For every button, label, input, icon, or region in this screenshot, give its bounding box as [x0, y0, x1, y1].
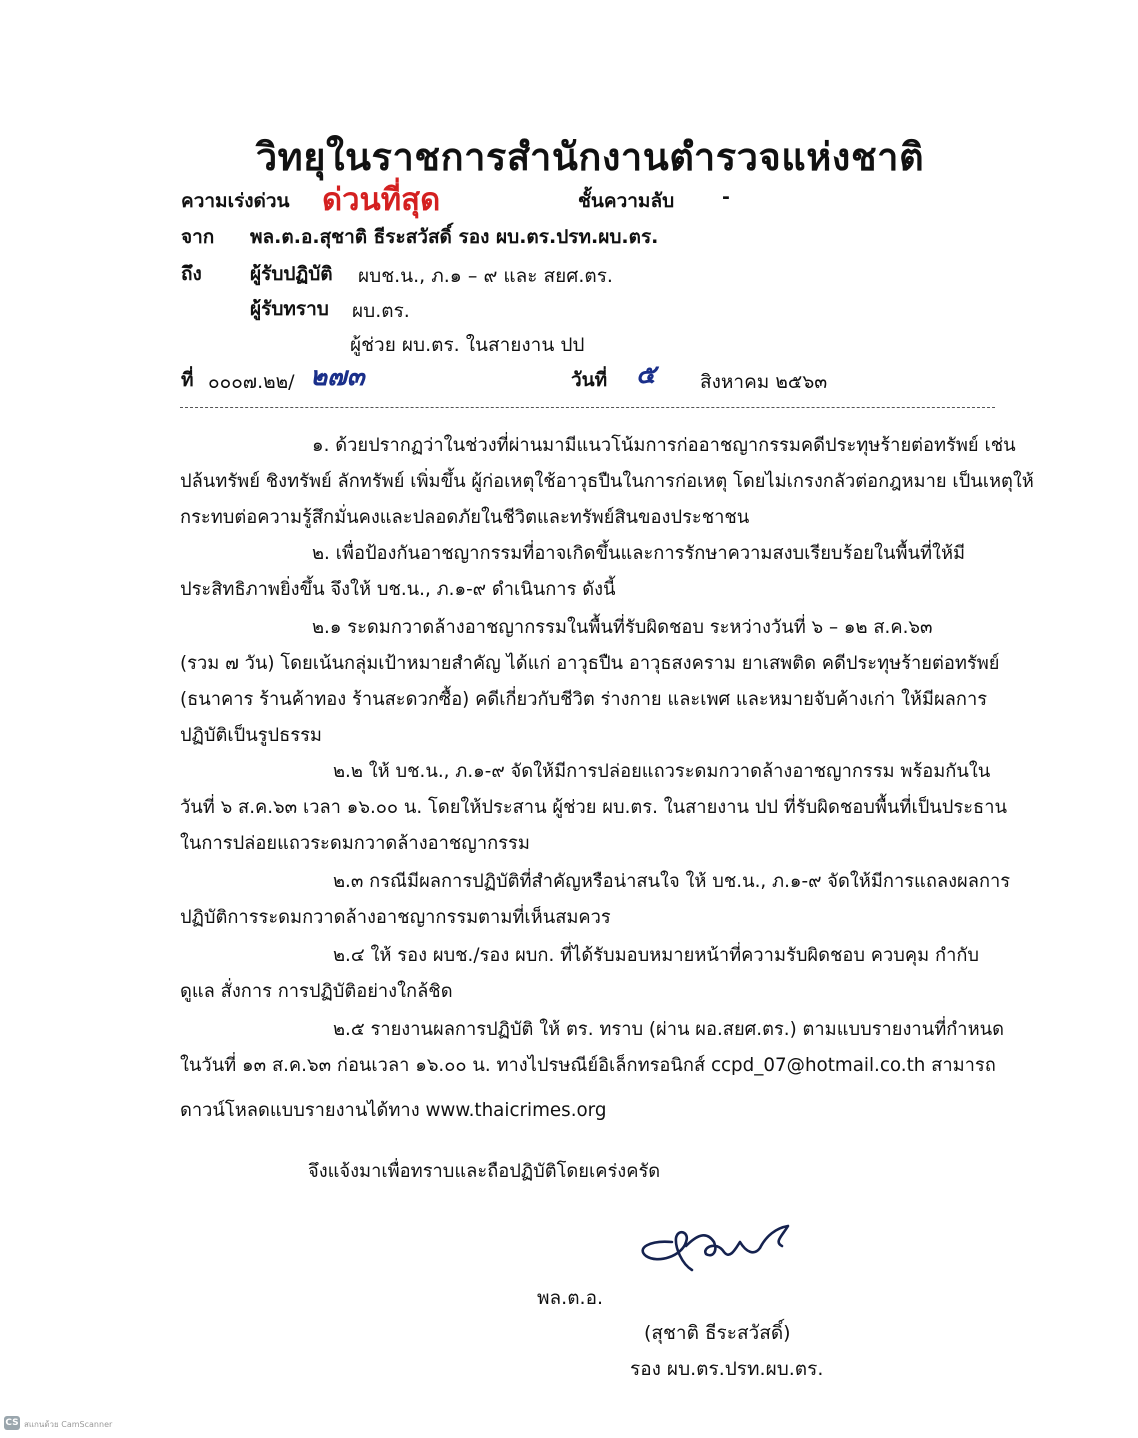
- date-day: ๕: [636, 360, 656, 390]
- para-line: กระทบต่อความรู้สึกมั่นคงและปลอดภัยในชีวิตและทรัพย์สินของประชาชน: [180, 507, 750, 528]
- para-line: (ธนาคาร ร้านค้าทอง ร้านสะดวกซื้อ) คดีเกี่ยวกับชีวิต ร่างกาย และเพศ และหมายจับค้างเก่า ให้มีผลการ: [180, 689, 988, 710]
- closing-line: จึงแจ้งมาเพื่อทราบและถือปฏิบัติโดยเคร่งครัด: [308, 1161, 661, 1182]
- para-line: (รวม ๗ วัน) โดยเน้นกลุ่มเป้าหมายสำคัญ ได้แก่ อาวุธปืน อาวุธสงคราม ยาเสพติด คดีประทุษร้ายต่อทรัพย์: [180, 653, 1000, 674]
- separator-line: [180, 407, 995, 408]
- date-label: วันที่: [571, 369, 608, 391]
- para-line: ในวันที่ ๑๓ ส.ค.๖๓ ก่อนเวลา ๑๖.๐๐ น. ทางไปรษณีย์อิเล็กทรอนิกส์ ccpd_07@hotmail.co.th สามารถ: [180, 1055, 996, 1076]
- ref-prefix: ๐๐๐๗.๒๒/: [208, 371, 295, 393]
- para-line: ๒. เพื่อป้องกันอาชญากรรมที่อาจเกิดขึ้นและการรักษาความสงบเรียบร้อยในพื้นที่ให้มี: [312, 543, 966, 564]
- para-line: ประสิทธิภาพยิ่งขึ้น จึงให้ บช.น., ภ.๑-๙ ดำเนินการ ดังนี้: [180, 579, 616, 600]
- date-month-year: สิงหาคม ๒๕๖๓: [700, 371, 828, 393]
- secrecy-value: -: [722, 186, 730, 208]
- para-line: ในการปล่อยแถวระดมกวาดล้างอาชญากรรม: [180, 833, 530, 854]
- para-line: ๒.๑ ระดมกวาดล้างอาชญากรรมในพื้นที่รับผิดชอบ ระหว่างวันที่ ๖ – ๑๒ ส.ค.๖๓: [312, 617, 933, 638]
- para-line: ดาวน์โหลดแบบรายงานได้ทาง www.thaicrimes.org: [180, 1100, 607, 1121]
- to-action-value: ผบช.น., ภ.๑ – ๙ และ สยศ.ตร.: [358, 265, 613, 287]
- para-line: ๒.๓ กรณีมีผลการปฏิบัติที่สำคัญหรือน่าสนใจ ให้ บช.น., ภ.๑-๙ จัดให้มีการแถลงผลการ: [333, 871, 1011, 892]
- signer-position: รอง ผบ.ตร.ปรท.ผบ.ตร.: [630, 1358, 824, 1380]
- to-action-label: ผู้รับปฏิบัติ: [250, 263, 333, 285]
- to-label: ถึง: [181, 263, 202, 285]
- para-line: ๒.๒ ให้ บช.น., ภ.๑-๙ จัดให้มีการปล่อยแถวระดมกวาดล้างอาชญากรรม พร้อมกันใน: [333, 761, 991, 782]
- para-line: ดูแล สั่งการ การปฏิบัติอย่างใกล้ชิด: [180, 981, 453, 1002]
- signature-icon: [632, 1212, 802, 1282]
- camscanner-logo-icon: CS: [5, 1418, 19, 1428]
- para-line: ปฏิบัติการระดมกวาดล้างอาชญากรรมตามที่เห็นสมควร: [180, 907, 611, 928]
- from-value: พล.ต.อ.สุชาติ ธีระสวัสดิ์ รอง ผบ.ตร.ปรท.ผบ.ตร.: [250, 226, 659, 248]
- urgency-value: ด่วนที่สุด: [322, 182, 441, 218]
- scanner-watermark: สแกนด้วย CamScanner: [24, 1420, 113, 1429]
- document-title: วิทยุในราชการสำนักงานตำรวจแห่งชาติ: [255, 135, 925, 179]
- para-line: วันที่ ๖ ส.ค.๖๓ เวลา ๑๖.๐๐ น. โดยให้ประสาน ผู้ช่วย ผบ.ตร. ในสายงาน ปป ที่รับผิดชอบพื้นที่เป็นประธาน: [180, 797, 1007, 818]
- to-info-label: ผู้รับทราบ: [250, 298, 329, 320]
- para-line: ๒.๕ รายงานผลการปฏิบัติ ให้ ตร. ทราบ (ผ่าน ผอ.สยศ.ตร.) ตามแบบรายงานที่กำหนด: [333, 1019, 1004, 1040]
- secrecy-label: ชั้นความลับ: [578, 190, 675, 212]
- from-label: จาก: [181, 226, 215, 248]
- to-info-value-2: ผู้ช่วย ผบ.ตร. ในสายงาน ปป: [350, 334, 585, 356]
- para-line: ปล้นทรัพย์ ชิงทรัพย์ ลักทรัพย์ เพิ่มขึ้น ผู้ก่อเหตุใช้อาวุธปืนในการก่อเหตุ โดยไม่เกรงกลัวต่อกฎหมาย เป็นเหตุให้: [180, 471, 1034, 492]
- ref-number: ๒๗๓: [310, 362, 365, 392]
- para-line: ๒.๔ ให้ รอง ผบช./รอง ผบก. ที่ได้รับมอบหมายหน้าที่ความรับผิดชอบ ควบคุม กำกับ: [333, 945, 980, 966]
- signer-name: (สุชาติ ธีระสวัสดิ์): [644, 1322, 791, 1344]
- ref-label: ที่: [181, 369, 194, 391]
- para-line: ๑. ด้วยปรากฏว่าในช่วงที่ผ่านมามีแนวโน้มการก่ออาชญากรรมคดีประทุษร้ายต่อทรัพย์ เช่น: [312, 435, 1016, 456]
- para-line: ปฏิบัติเป็นรูปธรรม: [180, 725, 322, 746]
- signer-rank: พล.ต.อ.: [537, 1287, 604, 1309]
- to-info-value-1: ผบ.ตร.: [352, 300, 410, 322]
- urgency-label: ความเร่งด่วน: [181, 190, 290, 212]
